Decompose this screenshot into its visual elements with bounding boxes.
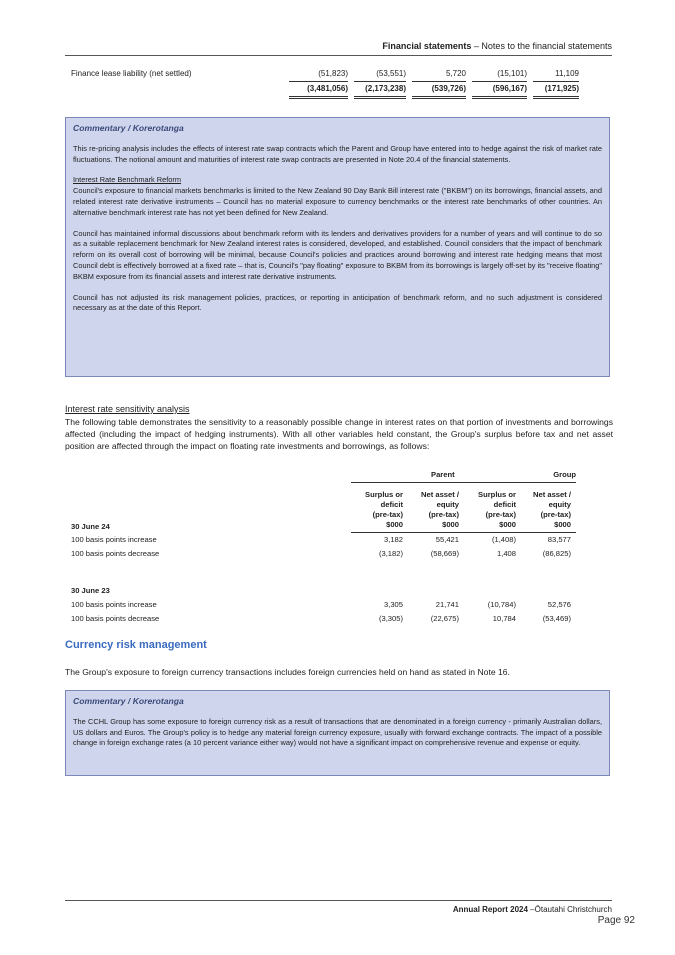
cell-value: 52,576	[547, 600, 571, 609]
column-header-line: deficit	[493, 500, 516, 509]
lease-total: (3,481,056)	[289, 81, 348, 99]
lease-row	[71, 67, 581, 81]
cell-value: (58,669)	[430, 549, 459, 558]
column-header-line: Surplus or	[365, 490, 403, 499]
commentary-title: Commentary / Korerotanga	[73, 123, 184, 133]
column-header-line: Net asset /	[533, 490, 571, 499]
lease-total: (2,173,238)	[354, 81, 406, 99]
column-header-line: (pre-tax)	[372, 510, 403, 519]
table-row	[71, 534, 576, 546]
footer-location: –Ōtautahi Christchurch	[527, 905, 612, 914]
lease-value: (53,551)	[376, 69, 406, 78]
commentary-box	[65, 117, 610, 377]
period-label: 30 June 24	[71, 522, 110, 531]
section-heading: Currency risk management	[65, 639, 207, 651]
table-row	[71, 548, 576, 560]
row-label: 100 basis points increase	[71, 600, 157, 609]
cell-value: (53,469)	[542, 614, 571, 623]
commentary-title: Commentary / Korerotanga	[73, 696, 184, 706]
cell-value: 3,182	[383, 535, 403, 544]
lease-value: 11,109	[555, 69, 579, 78]
table-row	[71, 599, 576, 611]
cell-value: (1,408)	[491, 535, 516, 544]
column-header-line: deficit	[380, 500, 403, 509]
column-header-line: $000	[554, 520, 571, 529]
lease-value: (15,101)	[497, 69, 527, 78]
group-header: Group	[553, 470, 576, 479]
cell-value: (22,675)	[430, 614, 459, 623]
header-subsection: – Notes to the financial statements	[471, 41, 612, 51]
row-label: 100 basis points decrease	[71, 614, 160, 623]
cell-value: (3,182)	[378, 549, 403, 558]
commentary-paragraph: Council has maintained informal discussions about benchmark reform with its lenders and derivatives providers for a number of years and will continue to do so as a suitable replacement benchmark for New Zealand interest rates is considered, developed, and established. Council considers that the impact of benchmark reform on its overall cost of borrowing will be minimal, because Council's policies and practices around borrowing and interest rate hedging means that most Council debt is effectively borrowed at a fixed rate – that is, Council's "pay floating" exposure to BKBM from its borrowings is largely off-set by its "receive floating" BKBM exposure from its financial assets and interest rate derivative instruments.	[73, 228, 602, 281]
cell-value: (10,784)	[487, 600, 516, 609]
lease-value: (51,823)	[318, 69, 348, 78]
page-number: Page 92	[597, 915, 635, 926]
lease-total: (539,726)	[412, 81, 466, 99]
header-rule	[351, 482, 576, 483]
cell-value: 83,577	[547, 535, 571, 544]
row-label: 100 basis points decrease	[71, 549, 160, 558]
commentary-paragraph: Council's exposure to financial markets benchmarks is limited to the New Zealand 90 Day Bank Bill interest rate ("BKBM") on its borrowings, financial assets, and related interest rate derivative instruments – Council has no material exposure to currency benchmarks or the interest rate benchmarks of other countries. An alternative benchmark interest rate has not yet been defined for New Zealand.	[73, 186, 602, 217]
section-paragraph: The Group's exposure to foreign currency transactions includes foreign currencies held on hand as stated in Note 16.	[65, 667, 510, 677]
table-row	[71, 613, 576, 625]
period-label: 30 June 23	[71, 586, 110, 595]
cell-value: 10,784	[492, 614, 516, 623]
column-header-line: (pre-tax)	[485, 510, 516, 519]
column-header-line: Net asset /	[421, 490, 459, 499]
page-footer	[65, 900, 612, 914]
lease-label: Finance lease liability (net settled)	[71, 69, 192, 78]
lease-table	[71, 67, 581, 96]
column-header-line: (pre-tax)	[428, 510, 459, 519]
commentary-paragraph: This re-pricing analysis includes the effects of interest rate swap contracts which the Parent and Group have entered into to hedge against the risk of market rate fluctuations. The notional amount and maturities of interest rate swap contracts are presented in Note 20.4 of the financial statements.	[73, 143, 602, 164]
lease-total-row	[71, 81, 581, 96]
footer-report-name: Annual Report 2024	[452, 905, 528, 914]
row-label: 100 basis points increase	[71, 535, 157, 544]
column-header-line: Surplus or	[478, 490, 516, 499]
commentary-paragraph: The CCHL Group has some exposure to foreign currency risk as a result of transactions that are denominated in a foreign currency - primarily Australian dollars, US dollars and Euros. The Group's policy is to hedge any material foreign currency exposure, usually with forward exchange contracts. The impact of a possible change in foreign exchange rates (a 10 percent variance either way) would not have a significant impact on comprehensive revenue and expense or equity.	[73, 716, 602, 748]
commentary-paragraph: Council has not adjusted its risk management policies, practices, or reporting in anticipation of benchmark reform, and no such adjustment is considered necessary as at the date of this Report.	[73, 292, 602, 313]
cell-value: 21,741	[435, 600, 459, 609]
cell-value: (3,305)	[378, 614, 403, 623]
cell-value: (86,825)	[542, 549, 571, 558]
commentary-subheading: Interest Rate Benchmark Reform	[73, 175, 182, 185]
column-header-line: (pre-tax)	[540, 510, 571, 519]
lease-value: 5,720	[445, 69, 466, 78]
section-subheading: Interest rate sensitivity analysis	[65, 404, 190, 414]
lease-total: (171,925)	[533, 81, 579, 99]
group-header: Parent	[431, 470, 455, 479]
header-section: Financial statements	[382, 41, 472, 51]
column-header-line: $000	[499, 520, 516, 529]
commentary-box	[65, 690, 610, 776]
column-header-line: $000	[386, 520, 403, 529]
column-header-line: $000	[442, 520, 459, 529]
section-paragraph: The following table demonstrates the sensitivity to a reasonably possible change in interest rates on that portion of investments and borrowings affected (including the impact of hedging instruments). With all other variables held constant, the Group's surplus before tax and net asset position are affected through the impact on floating rate investments and borrowings, as follows:	[65, 417, 613, 451]
cell-value: 1,408	[496, 549, 516, 558]
cell-value: 55,421	[435, 535, 459, 544]
lease-total: (596,167)	[472, 81, 527, 99]
page-header	[65, 41, 612, 56]
column-header-line: equity	[436, 500, 459, 509]
column-header-line: equity	[548, 500, 571, 509]
cell-value: 3,305	[383, 600, 403, 609]
